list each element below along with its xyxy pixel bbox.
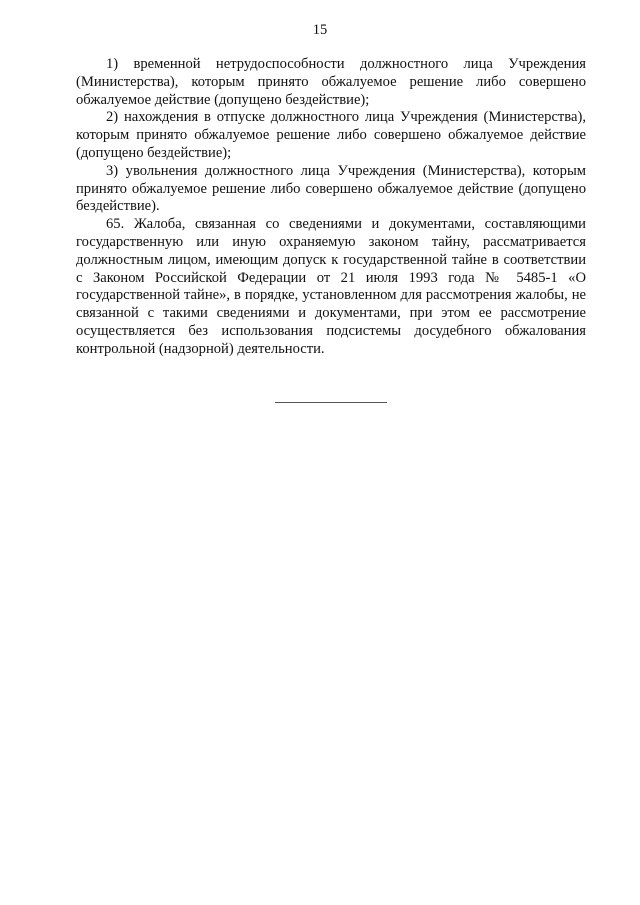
- paragraph-65: 65. Жалоба, связанная со сведениями и документами, составляющими государственную или иную охраняемую законом тайну, рассматривается должностным лицом, имеющим допуск к государственной тайне в соответствии с Законом Российской Федерации от 21 июля 1993 года № 5485-1 «О государственной тайне», в порядке, установленном для рассмотрения жалобы, не связанной с такими сведениями и документами, при этом ее рассмотрение осуществляется без использования подсистемы досудебного обжалования контрольной (надзорной) деятельности.: [76, 216, 586, 357]
- end-divider: [275, 402, 387, 403]
- paragraph-item-2: 2) нахождения в отпуске должностного лица Учреждения (Министерства), которым принято обжалуемое решение либо совершено обжалуемое действие (допущено бездействие);: [76, 109, 586, 161]
- paragraph-item-3: 3) увольнения должностного лица Учреждения (Министерства), которым принято обжалуемое решение либо совершено обжалуемое действие (допущено бездействие).: [76, 162, 586, 215]
- page-number: 15: [312, 22, 328, 38]
- paragraph-item-1: 1) временной нетрудоспособности должностного лица Учреждения (Министерства), которым принято обжалуемое решение либо совершено обжалуемое действие (допущено бездействие);: [76, 56, 586, 108]
- document-body: [76, 56, 586, 359]
